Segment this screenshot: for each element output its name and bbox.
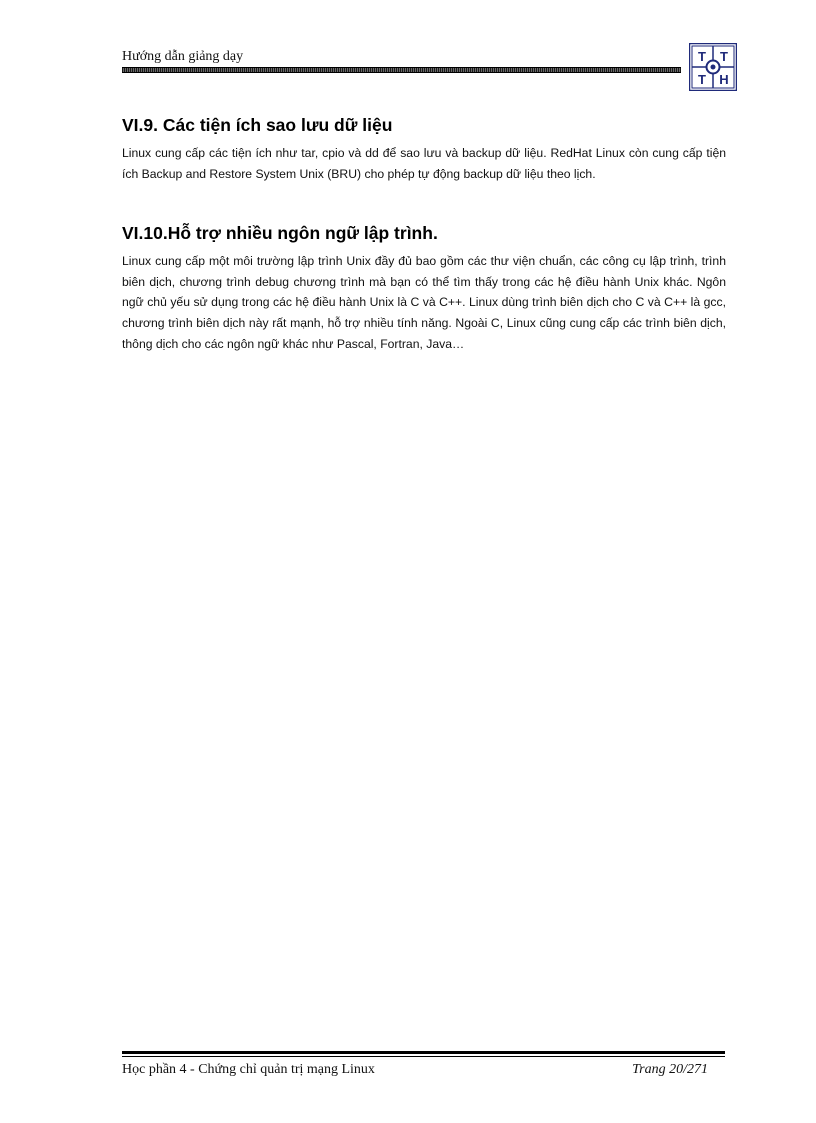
footer-course-title: Học phần 4 - Chứng chỉ quản trị mạng Linux (122, 1062, 375, 1077)
header-title: Hướng dẫn giảng dạy (122, 49, 244, 64)
logo-letter-tr: T (720, 49, 728, 64)
logo-letter-bl: T (698, 72, 706, 87)
tth-logo-icon (689, 43, 737, 91)
header-rule (122, 67, 681, 73)
section-body-programming: Linux cung cấp một môi trường lập trình Unix đầy đủ bao gồm các thư viện chuẩn, các công cụ lập trình, trình biên dịch, chương trình debug chương trình mà bạn có thể tìm thấy trong các hệ điều hành Unix khác. Ngôn ngữ chủ yếu sử dụng trong các hệ điều hành Unix là C và C++. Linux dùng trình biên dịch cho C và C++ là gcc, chương trình biên dịch này rất mạnh, hỗ trợ nhiều tính năng. Ngoài C, Linux cũng cung cấp các trình biên dịch, thông dịch cho các ngôn ngữ khác như Pascal, Fortran, Java… (122, 254, 726, 351)
footer-rule (122, 1051, 725, 1057)
section-heading-programming: VI.10.Hỗ trợ nhiều ngôn ngữ lập trình. (122, 223, 438, 243)
page-number: Trang 20/271 (632, 1062, 708, 1077)
logo-letter-br: H (719, 72, 729, 87)
section-heading-backup: VI.9. Các tiện ích sao lưu dữ liệu (122, 115, 393, 135)
logo-letter-tl: T (698, 49, 706, 64)
section-body-backup: Linux cung cấp các tiện ích như tar, cpio và dd để sao lưu và backup dữ liệu. RedHat Linux còn cung cấp tiện ích Backup and Restore System Unix (BRU) cho phép tự động backup dữ liệu theo lịch. (122, 146, 726, 181)
